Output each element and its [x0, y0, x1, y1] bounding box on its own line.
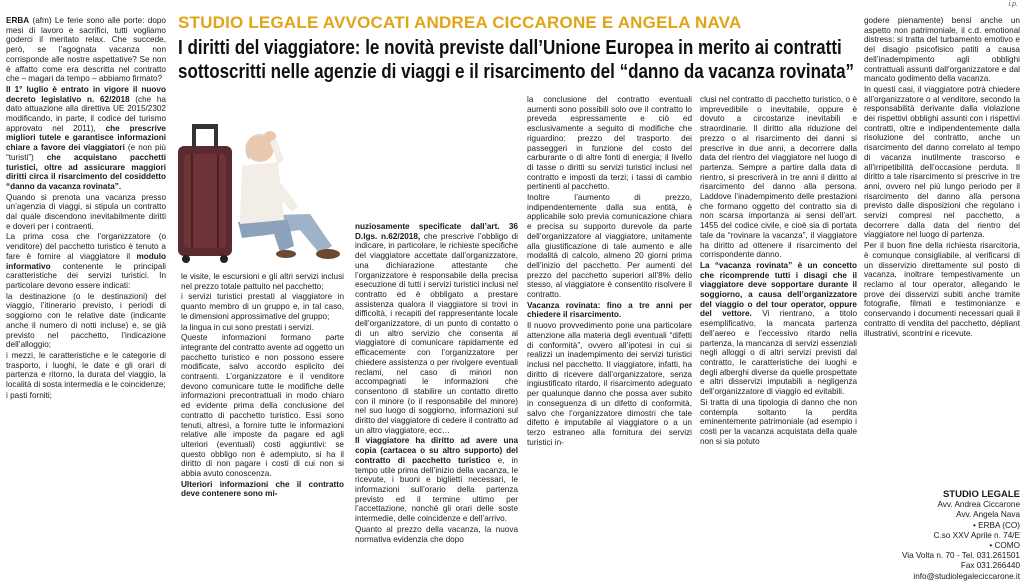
article-photo — [170, 96, 346, 268]
headline-line-2: sottoscritti nelle agenzie di viaggi e il risarcimento del “danno da vacanza rovinata” — [178, 60, 855, 83]
firm-name: STUDIO LEGALE — [942, 489, 1020, 500]
article-column-4 — [527, 95, 692, 578]
article-headline — [178, 36, 859, 84]
paragraph: Ulteriori informazioni che il contratto deve contenere sono mi- — [181, 479, 344, 499]
paragraph: La “vacanza rovinata” è un concetto che ricomprende tutti i disagi che il viaggiatore deve sopportare durante il soggiorno, a causa dell’organizzatore del viaggio o del tour operator, oppure del vettore. Vi rientrano, a titolo esemplificativo, la mancata partenza dell’aereo e l’eccessivo ritardo nella partenza, la mancanza di servizi essenziali negli alloggi o di altri servizi previsti dal contratto, le caratteristiche dei luoghi e degli alberghi diverse da quelle prospettate e altri disservizi imputabili a negligenza dell’organizzatore di viaggio ed evitabili. — [700, 260, 857, 397]
paragraph: Il nuovo provvedimento pone una particolare attenzione alla materia degli eventuali “difetti di conformità”, ovvero all’ipotesi in cui si realizzi un inadempimento dei servizi turistici inclusi nel pacchetto. Il viaggiatore, infatti, ha diritto di ricevere dall’organizzatore, senza ingiustificato ritardo, il risarcimento adeguato per qualunque danno che possa aver subito in conseguenza di un difetto di conformità, salvo che l’organizzatore dimostri che tale difetto è imputabile al viaggiatore o a un terzo estraneo alla fornitura dei servizi turistici in- — [527, 321, 692, 447]
article-kicker: STUDIO LEGALE AVVOCATI ANDREA CICCARONE E ANGELA NAVA — [178, 13, 742, 32]
paragraph: Quanto al prezzo della vacanza, la nuova normativa evidenzia che dopo — [355, 524, 518, 544]
signature-line: Via Volta n. 70 - Tel. 031.261501 — [901, 551, 1020, 561]
paragraph: la conclusione del contratto eventuali aumenti sono possibili solo ove il contratto lo preveda espressamente e ciò ed esclusivamente a seguito di modifiche che riguardino: prezzo del trasporto dei passeggeri in funzione del costo del carburante o di altre fonti di energia; il livello di tasse o diritti su servizi turistici inclusi nel contratto e imposti da terzi; i tassi di cambio pertinenti al pacchetto. — [527, 95, 692, 192]
article-column-5 — [700, 95, 857, 578]
signature-line: • ERBA (CO) — [973, 520, 1020, 530]
paragraph: nuziosamente specificate dall’art. 36 D.lgs. n.62/2018, che prescrive l’obbligo di indicare, in particolare, le richieste specifiche del viaggiatore accettate dall’organizzatore, una dichiarazione attestante che l’organizzatore è responsabile della precisa esecuzione di tutti i servizi turistici inclusi nel contratto ed è obbligato a prestare assistenza qualora il viaggiatore si trovi in difficoltà, i recapiti del rappresentante locale dell’organizzatore, di un punto di contatto o di un altro servizio che consenta al viaggiatore di comunicare rapidamente ed efficacemente con l’organizzatore per chiedere assistenza o per rivolgere eventuali reclami, nel caso di minori non accompagnati le informazioni che consentono di stabilire un contatto diretto con il minore (o il responsabile del minore) nel suo luogo di soggiorno, informazioni sul diritto del viaggiatore di cedere il contratto ad un altro viaggiatore, ecc… — [355, 222, 518, 435]
paragraph: La prima cosa che l’organizzatore (o venditore) del pacchetto turistico è tenuto a fare è fornire al viaggiatore il modulo informativo contenente le principali caratteristiche dei servizi turistici. In particolare devono essere indicati: — [6, 232, 166, 290]
list-item: i pasti forniti; — [6, 390, 52, 400]
signature-line: • COMO — [989, 541, 1020, 551]
article-column-2 — [181, 272, 344, 578]
paragraph: Queste informazioni formano parte integrante del contratto avente ad oggetto un pacchetto turistico e non possono essere modificate, salvo accordo esplicito dei contraenti. L’organizzatore e il venditore devono comunicare tutte le modifiche delle informazioni precontrattuali in modo chiaro ed evidente prima della conclusione del contratto di pacchetto turistico. Essi sono tenuti, altresì, a fornire tutte le informazioni relative alle imposte da pagare ed agli ulteriori (eventuali) costi aggiuntivi: se questo obbligo non è adempiuto, si ha il diritto di non pagare i costi di cui non si abbia avuto conoscenza. — [181, 333, 344, 479]
list-item: i servizi turistici prestati al viaggiatore in quanto membro di un gruppo e, in tal caso, le dimensioni approssimative del gruppo; — [181, 292, 344, 321]
decree-paragraph: Il 1° luglio è entrato in vigore il nuovo decreto legislativo n. 62/2018 (che ha dato attuazione alla direttiva UE 2015/2302 modificando, in parte, il codice del turismo approvato nel 2011), che prescrive migliori tutele e garantisce informazioni chiare a favore dei viaggiatori (e non più “turisti”) che acquistano pacchetti turistici, oltre ad assicurare maggiori diritti circa il risarcimento del cosiddetto “danno da vacanza rovinata”. — [6, 84, 166, 191]
signature-email[interactable]: info@studiolegaleciccarone.it — [913, 571, 1020, 581]
firm-signature — [866, 490, 1020, 582]
paragraph: Inoltre l’aumento di prezzo, indipendentemente dalla sua entità, è applicabile solo previa comunicazione chiara e precisa su supporto durevole da parte dell’organizzatore al viaggiatore, unitamente alla giustificazione di tale aumento e alle modalità di calcolo, almeno 20 giorni prima dell’inizio del pacchetto. Per aumenti del prezzo del pacchetto superiori all’8% dello stesso, al viaggiatore è consentito risolvere il contratto. — [527, 193, 692, 300]
signature-line: Fax 031.266440 — [960, 561, 1020, 571]
list-item: la destinazione (o le destinazioni) del viaggio, l’itinerario previsto, i periodi di soggiorno con le relative date (indicante anche il numero di notti incluse) e, se già previsto nel pacchetto, l’indicazione dell’alloggio; — [6, 291, 166, 350]
list-item: le visite, le escursioni e gli altri servizi inclusi nel prezzo totale pattuito nel pacchetto; — [181, 272, 344, 291]
paragraph: Il viaggiatore ha diritto ad avere una copia (cartacea o su altro supporto) del contratto di pacchetto turistico e, in tempo utile prima dell’inizio della vacanza, le ricevute, i buoni e biglietti necessari, le informazioni sull’orario della partenza previsto ed il termine ultimo per l’accettazione, nonché gli orari delle soste intermedie, delle coincidenze e dell’arrivo. — [355, 436, 518, 524]
paragraph: Per il buon fine della richiesta risarcitoria, è comunque consigliabile, al verificarsi di un disservizio direttamente sul posto di vacanza, inoltrare tempestivamente un reclamo al tour operator, allegando le prove dei disservizi subiti anche tramite fotografie, filmati e testimonianze e conservando i documenti necessari quali il contratto di vendita del pacchetto, dépliant illustrativi, scontrini e ricevute. — [864, 241, 1020, 338]
signature-line: C.so XXV Aprile n. 74/E — [933, 530, 1020, 540]
article-column-3 — [355, 222, 518, 578]
signature-line: Avv. Angela Nava — [956, 510, 1020, 520]
subheading: Vacanza rovinata: fino a tre anni per chiedere il risarcimento. — [527, 300, 692, 320]
article-column-1 — [6, 16, 166, 578]
paragraph: Quando si prenota una vacanza presso un’agenzia di viaggi, si stipula un contratto dal quale discendono inevitabilmente diritti e doveri per i contraenti. — [6, 192, 166, 231]
headline-line-1: I diritti del viaggiatore: le novità previste dall’Unione Europea in merito ai contratti — [178, 36, 842, 59]
paragraph: clusi nel contratto di pacchetto turistico, o è imprevedibile o inevitabile, oppure è dovuto a circostanze inevitabili e straordinarie. Il diritto alla riduzione del prezzo o al risarcimento dei danni si prescrive in due anni, a decorrere dalla data del rientro del viaggiatore nel luogo di partenza. Sempre a partire dalla data di rientro, si prescriverà in tre anni il diritto al risarcimento del danno alla persona. Laddove l’inadempimento delle prestazioni che formano oggetto del contratto sia di non scarsa importanza ai sensi dell’art. 1455 del codice civile, e cioè sia di portata tale da “rovinare la vacanza”, il viaggiatore ha diritto ad ottenere il risarcimento del corrispondente danno. — [700, 95, 857, 260]
intro-paragraph: ERBA (afm) Le ferie sono alle porte: dopo mesi di lavoro e sacrifici, tutti vogliamo goderci il meritato relax. Che succede, però, se l’agognata vacanza non corrisponde alle nostre aspettative? Se non è affatto come era descritta nel contratto che – magari da tempo – abbiamo firmato? — [6, 16, 166, 84]
paragraph: Si tratta di una tipologia di danno che non contempla soltanto la perdita eminentemente patrimoniale (ad esempio i costi per la vacanza acquistata della quale non si sia potuto — [700, 397, 857, 446]
list-item: la lingua in cui sono prestati i servizi. — [181, 322, 314, 332]
signature-line: Avv. Andrea Ciccarone — [937, 500, 1020, 510]
list-item: i mezzi, le caratteristiche e le categorie di trasporto, i luoghi, le date e gli orari di partenza e ritorno, la durata del viaggio, la località di sosta intermedia e le coincidenze; — [6, 350, 166, 390]
paragraph: godere pienamente) bensì anche un aspetto non patrimoniale, il c.d. emotional distress: si tratta del turbamento emotivo e del disagio psicofisico patiti a causa dell’inadempimento agli obblighi contrattuali assunti dall’organizzatore e dal mancato godimento della vacanza. — [864, 16, 1020, 84]
paragraph: In questi casi, il viaggiatore potrà chiedere all’organizzatore o al venditore, secondo la responsabilità derivante dalla violazione dei rispettivi obblighi assunti con i rispettivi contratti, oltre e indipendentemente dalla risoluzione del contratto, anche un risarcimento del danno correlato al tempo di vacanza inutilmente trascorso e all’irripetibilità dell’occasione perduta. Il diritto a tale risarcimento si prescrive in tre anni, ovvero nel più lungo periodo per il risarcimento del danno alla persona previsto dalle disposizioni che regolano i servizi compresi nel pacchetto, a decorrere dalla data del rientro del viaggiatore nel luogo di partenza. — [864, 84, 1020, 240]
page-marker: i.p. — [1008, 1, 1018, 8]
